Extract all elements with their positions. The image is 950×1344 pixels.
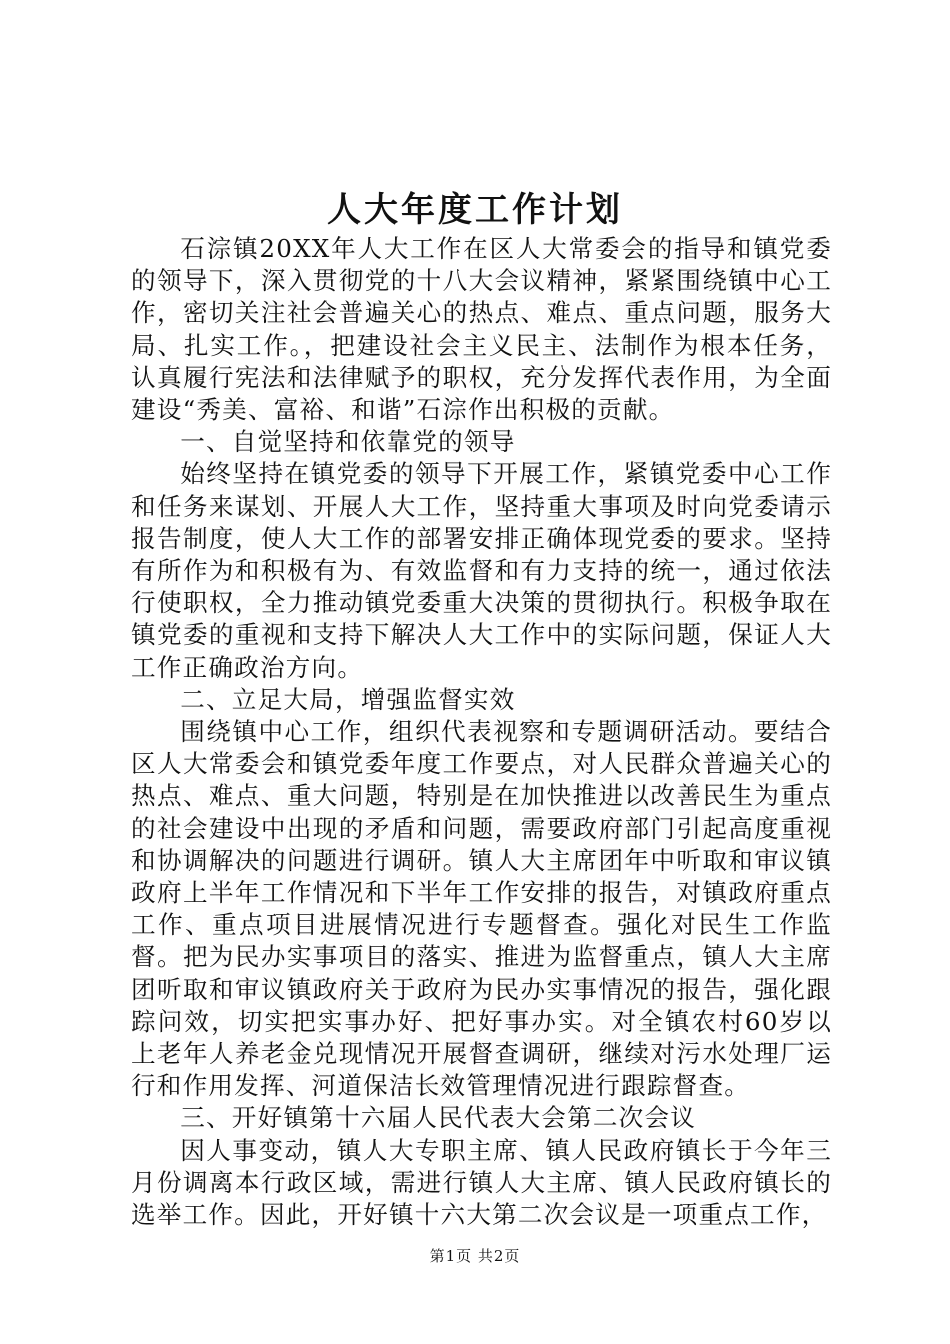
section-heading-3: 三、开好镇第十六届人民代表大会第二次会议 bbox=[180, 1103, 697, 1133]
section-paragraph-2: 围绕镇中心工作，组织代表视察和专题调研活动。要结合区人大常委会和镇党委年度工作要点，对人民群众普遍关心的热点、难点、重大问题，特别是在加快推进以改善民生为重点的社会建设中出现的矛盾和问题，需要政府部门引起高度重视和协调解决的问题进行调研。镇人大主席团年中听取和审议镇政府上半年工作情况和下半年工作安排的报告，对镇政府重点工作、重点项目进展情况进行专题督查。强化对民生工作监督。把为民办实事项目的落实、推进为监督重点，镇人大主席团听取和审议镇政府关于政府为民办实事情况的报告，强化跟踪问效，切实把实事办好、把好事办实。对全镇农村60岁以上老年人养老金兑现情况开展督查调研，继续对污水处理厂运行和作用发挥、河道保洁长效管理情况进行跟踪督查。 bbox=[131, 717, 832, 1101]
document-title: 人大年度工作计划 bbox=[327, 190, 623, 230]
section-paragraph-1: 始终坚持在镇党委的领导下开展工作，紧镇党委中心工作和任务来谋划、开展人大工作，坚持重大事项及时向党委请示报告制度，使人大工作的部署安排正确体现党委的要求。坚持有所作为和积极有为、有效监督和有力支持的统一，通过依法行使职权，全力推动镇党委重大决策的贯彻执行。积极争取在镇党委的重视和支持下解决人大工作中的实际问题，保证人大工作正确政治方向。 bbox=[131, 459, 832, 682]
page-footer: 第1页 共2页 bbox=[429, 1247, 521, 1265]
section-heading-1: 一、自觉坚持和依靠党的领导 bbox=[180, 427, 516, 457]
document-body bbox=[131, 233, 832, 1231]
section-paragraph-3: 因人事变动，镇人大专职主席、镇人民政府镇长于今年三月份调离本行政区域，需进行镇人大主席、镇人民政府镇长的选举工作。因此，开好镇十六大第二次会议是一项重点工作， bbox=[131, 1135, 832, 1230]
section-heading-2: 二、立足大局，增强监督实效 bbox=[180, 684, 516, 714]
intro-paragraph: 石淙镇20XX年人大工作在区人大常委会的指导和镇党委的领导下，深入贯彻党的十八大会议精神，紧紧围绕镇中心工作，密切关注社会普遍关心的热点、难点、重点问题，服务大局、扎实工作。，把建设社会主义民主、法制作为根本任务，认真履行宪法和法律赋予的职权，充分发挥代表作用，为全面建设“秀美、富裕、和谐”石淙作出积极的贡献。 bbox=[131, 234, 832, 425]
